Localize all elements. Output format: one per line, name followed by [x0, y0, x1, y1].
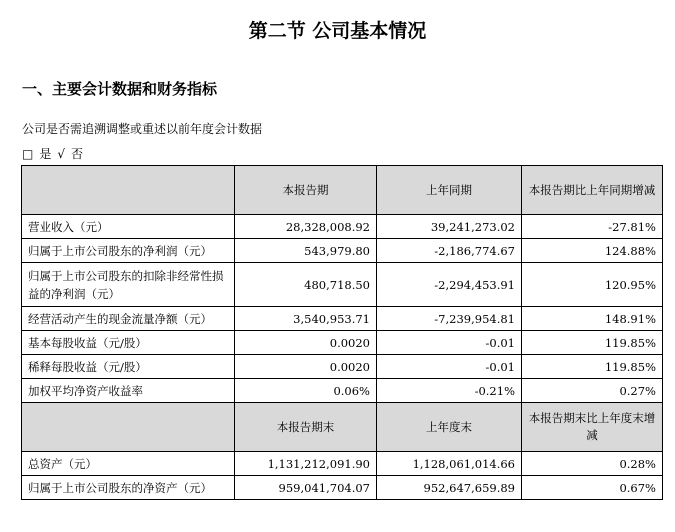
no-label: 否: [71, 147, 84, 161]
row-label: 归属于上市公司股东的净资产（元）: [22, 476, 235, 500]
current-value: 0.06%: [235, 379, 377, 403]
row-label: 营业收入（元）: [22, 215, 235, 239]
header-empty: [22, 166, 235, 215]
header-prior-year-end: 上年度末: [377, 403, 522, 452]
header-current-period: 本报告期: [235, 166, 377, 215]
row-label: 归属于上市公司股东的扣除非经常性损益的净利润（元）: [22, 263, 235, 307]
change-value: 0.67%: [522, 476, 663, 500]
prior-value: 952,647,659.89: [377, 476, 522, 500]
header-period-end: 本报告期末: [235, 403, 377, 452]
header-prior-period: 上年同期: [377, 166, 522, 215]
prior-value: 1,128,061,014.66: [377, 452, 522, 476]
current-value: 0.0020: [235, 355, 377, 379]
table-header-row: [22, 403, 663, 452]
section-title: 一、主要会计数据和财务指标: [22, 80, 218, 98]
change-value: 0.28%: [522, 452, 663, 476]
table-row: [22, 307, 663, 331]
row-label: 归属于上市公司股东的净利润（元）: [22, 239, 235, 263]
yes-checkbox: □: [22, 147, 34, 161]
row-label: 稀释每股收益（元/股）: [22, 355, 235, 379]
current-value: 0.0020: [235, 331, 377, 355]
change-value: 148.91%: [522, 307, 663, 331]
table-row: [22, 331, 663, 355]
prior-value: -0.01: [377, 355, 522, 379]
current-value: 480,718.50: [235, 263, 377, 307]
yes-label: 是: [39, 147, 52, 161]
restatement-question: 公司是否需追溯调整或重述以前年度会计数据: [22, 122, 263, 136]
table-row: [22, 476, 663, 500]
change-value: 120.95%: [522, 263, 663, 307]
row-label: 总资产（元）: [22, 452, 235, 476]
header-empty: [22, 403, 235, 452]
page-title: 第二节 公司基本情况: [248, 20, 427, 42]
current-value: 543,979.80: [235, 239, 377, 263]
row-label: 加权平均净资产收益率: [22, 379, 235, 403]
current-value: 3,540,953.71: [235, 307, 377, 331]
change-value: -27.81%: [522, 215, 663, 239]
header-change: 本报告期比上年同期增减: [522, 166, 663, 215]
table-header-row: [22, 166, 663, 215]
prior-value: -7,239,954.81: [377, 307, 522, 331]
current-value: 959,041,704.07: [235, 476, 377, 500]
change-value: 0.27%: [522, 379, 663, 403]
table-row: [22, 263, 663, 307]
change-value: 124.88%: [522, 239, 663, 263]
row-label: 基本每股收益（元/股）: [22, 331, 235, 355]
change-value: 119.85%: [522, 355, 663, 379]
checkmark-icon: √: [57, 147, 66, 161]
prior-value: 39,241,273.02: [377, 215, 522, 239]
current-value: 28,328,008.92: [235, 215, 377, 239]
prior-value: -2,294,453.91: [377, 263, 522, 307]
table-row: [22, 215, 663, 239]
table-row: [22, 379, 663, 403]
change-value: 119.85%: [522, 331, 663, 355]
prior-value: -0.01: [377, 331, 522, 355]
prior-value: -0.21%: [377, 379, 522, 403]
table-row: [22, 452, 663, 476]
header-change: 本报告期末比上年度末增减: [522, 403, 663, 452]
row-label: 经营活动产生的现金流量净额（元）: [22, 307, 235, 331]
table-row: [22, 239, 663, 263]
prior-value: -2,186,774.67: [377, 239, 522, 263]
table-row: [22, 355, 663, 379]
restatement-answer: [22, 145, 89, 162]
financial-indicators-table: [21, 165, 663, 500]
current-value: 1,131,212,091.90: [235, 452, 377, 476]
